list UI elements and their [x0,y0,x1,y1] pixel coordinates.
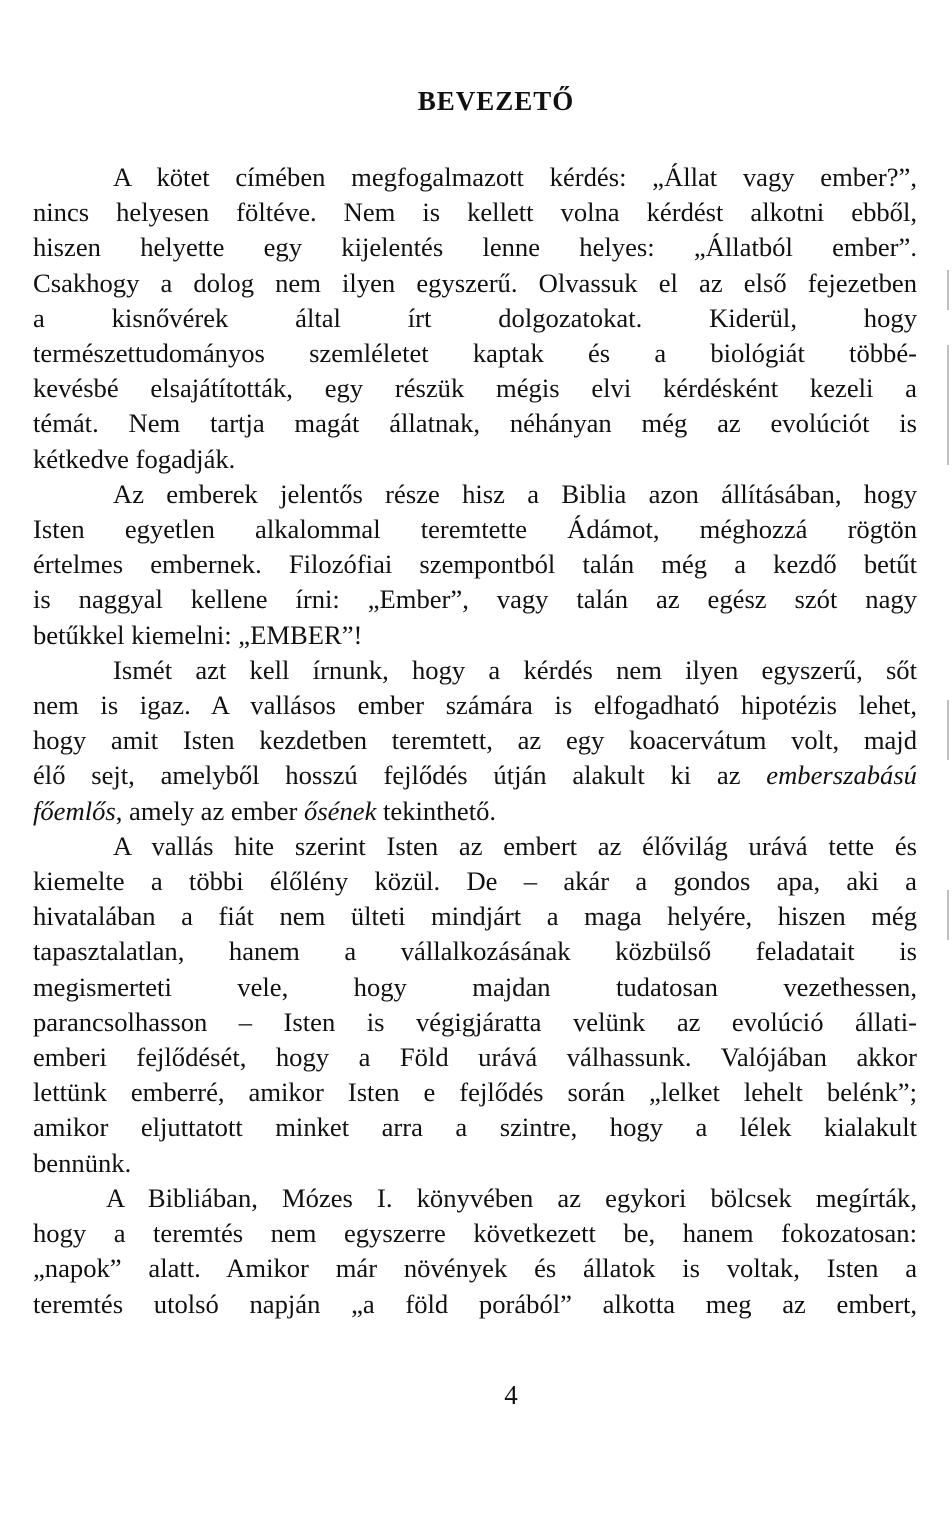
italic-term: főemlős [33,795,116,826]
text-line: A vallás hite szerint Isten az embert az élővilág urává tette és [113,830,917,861]
text-line: parancsolhasson – Isten is végigjáratta velünk az evolúció állati- [33,1006,917,1037]
text-line: amikor eljuttatott minket arra a szintre, hogy a lélek kialakult [33,1112,917,1143]
text-segment: élő sejt, amelyből hosszú fejlődés útján alakult ki az [33,760,741,791]
text-line: is naggyal kellene írni: „Ember”, vagy talán az egész szót nagy [33,584,917,615]
text-line: nincs helyesen föltéve. Nem is kellett volna kérdést alkotni ebből, [33,197,917,228]
text-line: hiszen helyette egy kijelentés lenne helyes: „Állatból ember”. [33,232,917,263]
text-line: lettünk emberré, amikor Isten e fejlődés során „lelket lehelt belénk”; [33,1077,917,1108]
text-line: Isten egyetlen alkalommal teremtette Ádámot, méghozzá rögtön [33,514,917,545]
page-number: 4 [504,1380,518,1410]
text-line: kiemelte a többi élőlény közül. De – akár a gondos apa, aki a [33,866,917,897]
text-line: tapasztalatlan, hanem a vállalkozásának közbülső feladatait is [33,936,917,967]
scan-margin-mark [947,700,949,760]
text-line: kevésbé elsajátították, egy részük mégis elvi kérdésként kezeli a [33,373,917,404]
text-line: „napok” alatt. Amikor már növények és állatok is voltak, Isten a [33,1253,917,1284]
text-line-mixed [33,758,917,793]
scan-margin-mark [947,890,949,940]
text-segment: tekinthető. [383,795,497,826]
text-line: A kötet címében megfogalmazott kérdés: „Állat vagy ember?”, [113,162,917,192]
italic-term: emberszabású [766,760,917,791]
text-line: természettudományos szemléletet kaptak és a biológiát többé- [33,338,917,369]
text-line: a kisnővérek által írt dolgozatokat. Kiderül, hogy [33,302,917,333]
text-line: betűkkel kiemelni: „EMBER”! [33,619,363,650]
text-line: hogy amit Isten kezdetben teremtett, az egy koacervátum volt, majd [33,725,917,756]
text-line: hivatalában a fiát nem ülteti mindjárt a maga helyére, hiszen még [33,901,917,932]
text-line: A Bibliában, Mózes I. könyvében az egykori bölcsek megírták, [106,1182,917,1213]
text-line: Ismét azt kell írnunk, hogy a kérdés nem ilyen egyszerű, sőt [113,654,917,685]
body-text [33,160,917,1322]
text-line: teremtés utolsó napján „a föld porából” alkotta meg az embert, [33,1288,917,1319]
text-line: hogy a teremtés nem egyszerre következett be, hanem fokozatosan: [33,1218,917,1249]
text-line: kétkedve fogadják. [33,443,236,474]
text-line: Csakhogy a dolog nem ilyen egyszerű. Olvassuk el az első fejezetben [33,267,917,298]
text-line: témát. Nem tartja magát állatnak, néhányan még az evolúciót is [33,408,917,439]
italic-term: ősének [304,795,377,826]
scan-margin-mark [947,345,949,465]
text-line: bennünk. [33,1147,132,1178]
text-line: Az emberek jelentős része hisz a Biblia azon állításában, hogy [113,478,917,509]
text-line-mixed [33,794,917,829]
text-segment: , amely az ember [115,795,298,826]
text-line: megismerteti vele, hogy majdan tudatosan vezethessen, [33,971,917,1002]
text-line: emberi fejlődését, hogy a Föld urává válhassunk. Valójában akkor [33,1042,917,1073]
text-line: nem is igaz. A vallásos ember számára is elfogadható hipotézis lehet, [33,690,917,721]
chapter-title: BEVEZETŐ [417,86,575,116]
text-line: értelmes embernek. Filozófiai szempontból talán még a kezdő betűt [33,549,917,580]
scan-margin-mark [947,270,949,310]
